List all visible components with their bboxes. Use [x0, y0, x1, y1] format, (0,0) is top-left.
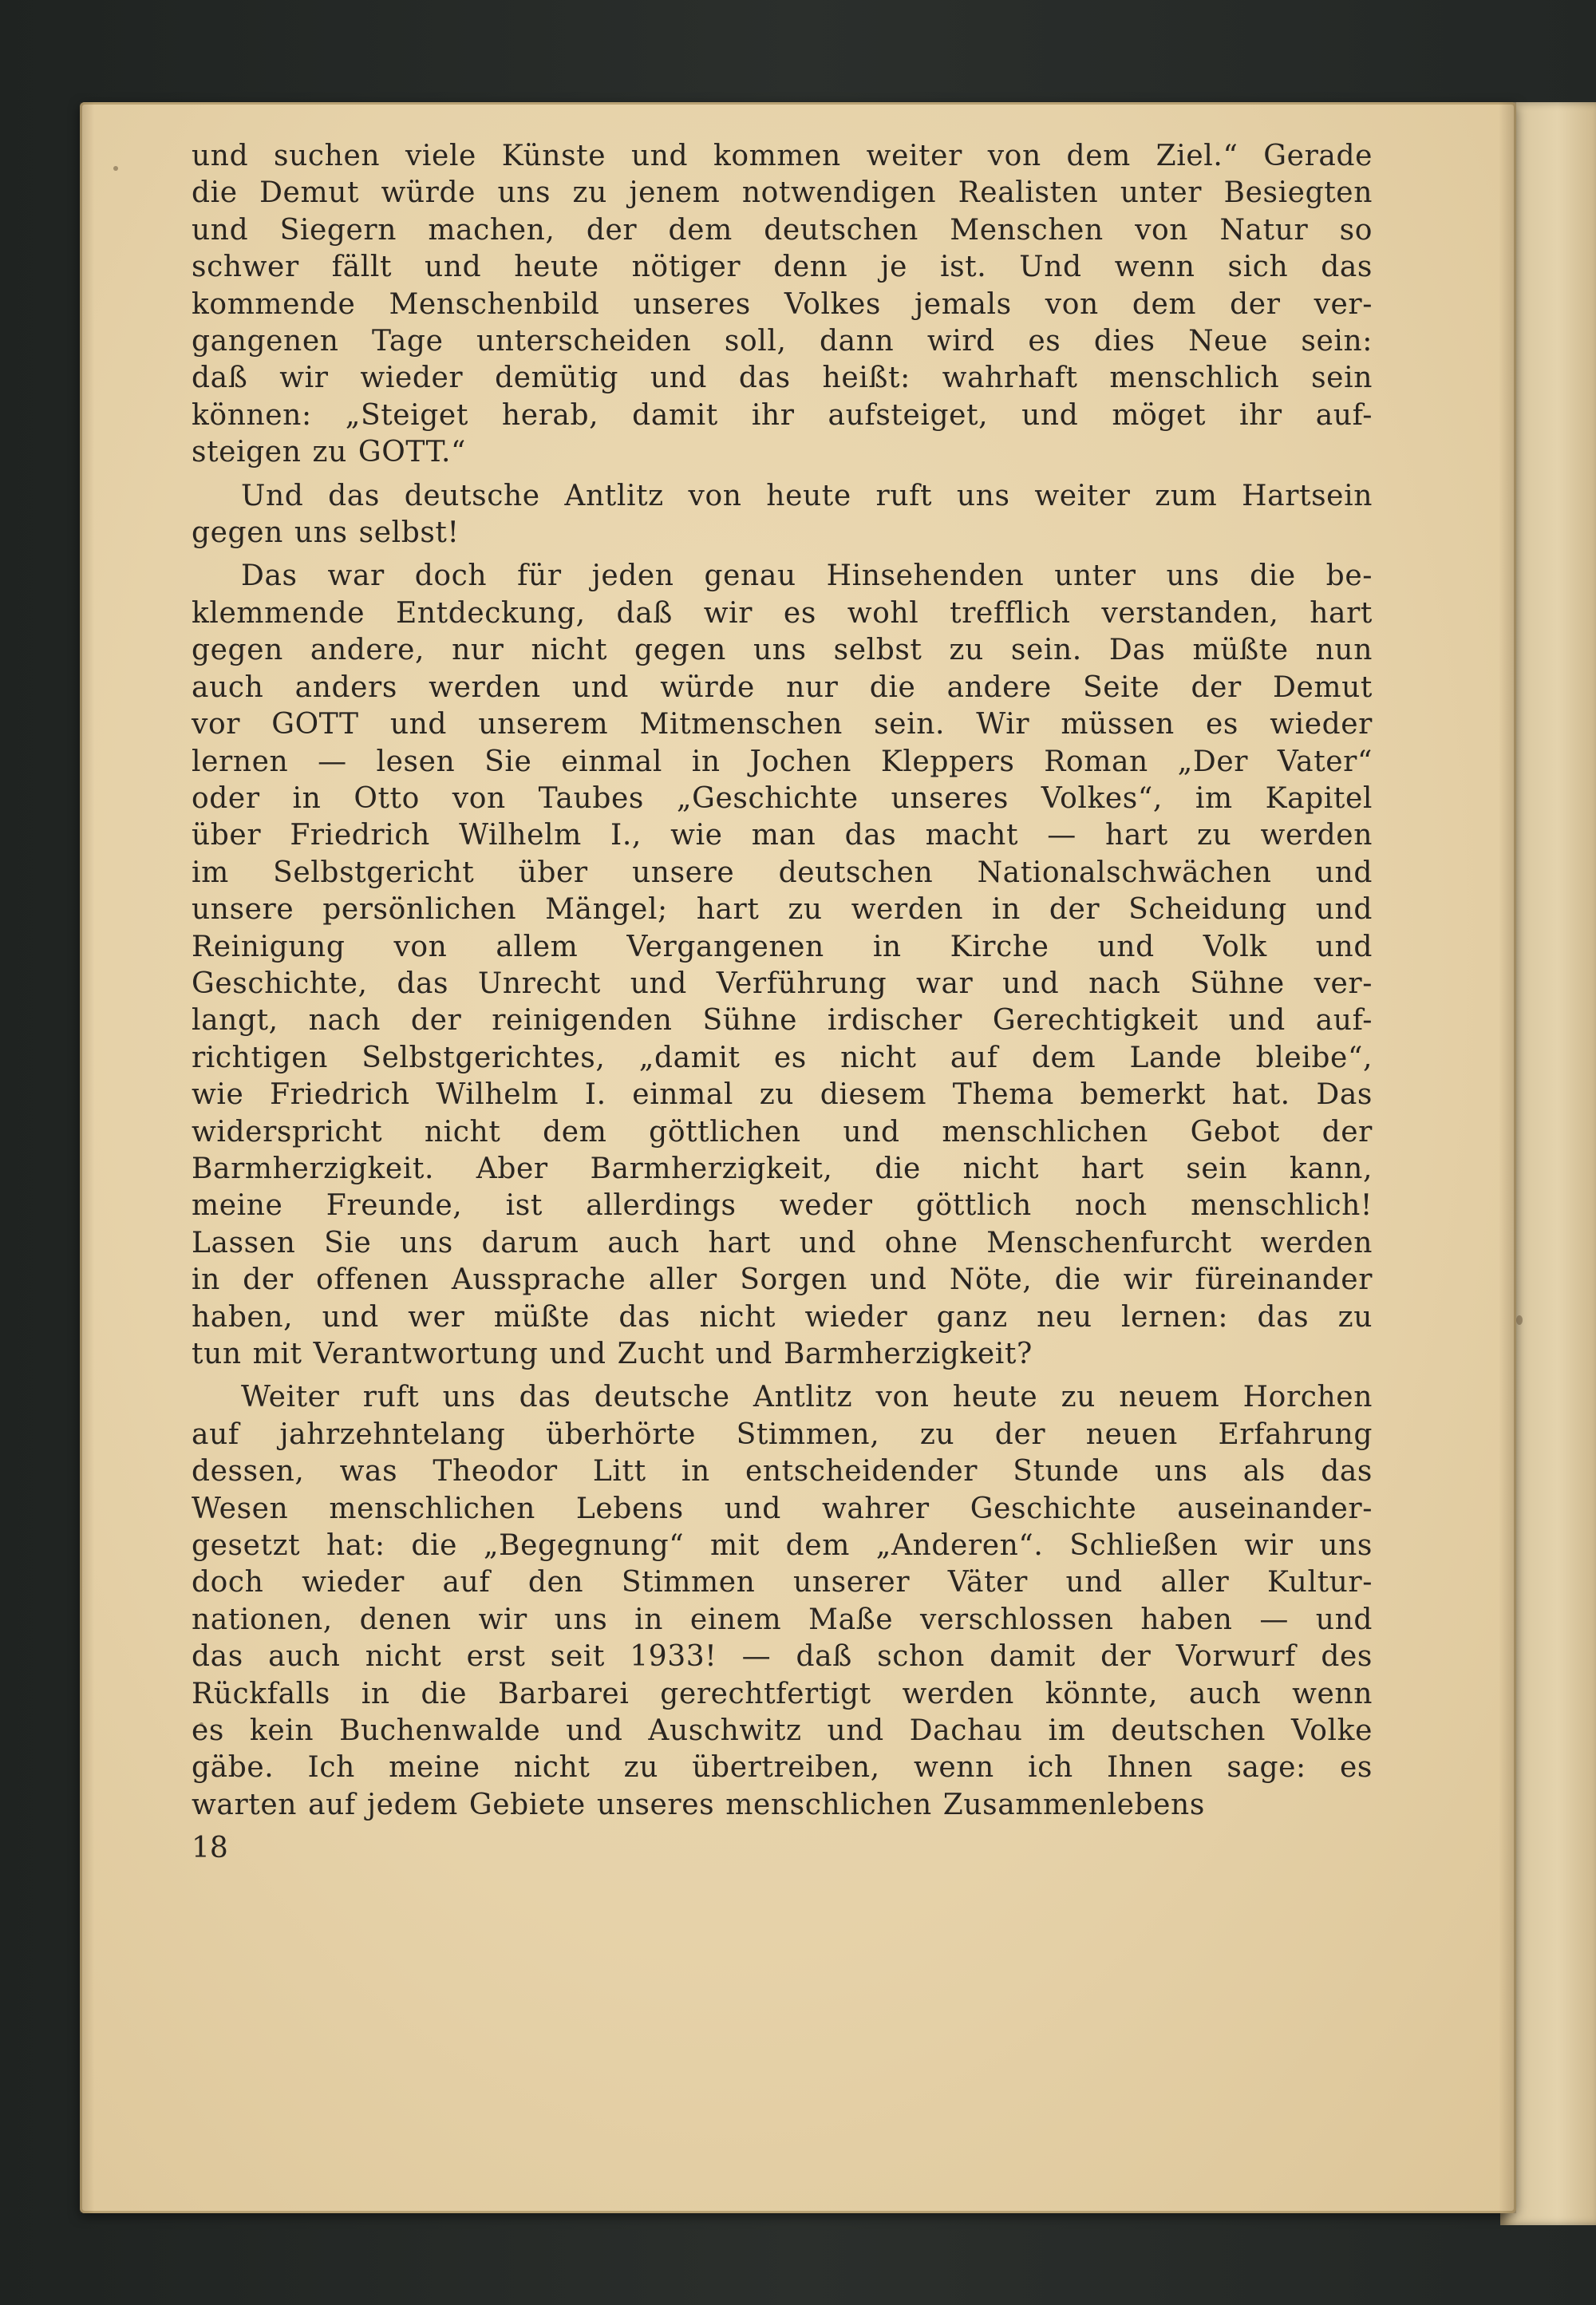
body-text: [192, 138, 1373, 1824]
paragraph-p4: [192, 1379, 1373, 1824]
text-line: vor GOTT und unserem Mitmenschen sein. Wir müssen es wieder: [192, 708, 1373, 741]
text-line: Und das deutsche Antlitz von heute ruft uns weiter zum Hartsein: [241, 479, 1373, 512]
text-line: gäbe. Ich meine nicht zu übertreiben, wenn ich Ihnen sage: es: [192, 1751, 1373, 1785]
text-line: daß wir wieder demütig und das heißt: wahrhaft menschlich sein: [192, 362, 1373, 395]
page-number: 18: [192, 1832, 228, 1864]
text-line: und suchen viele Künste und kommen weiter von dem Ziel.“ Gerade: [192, 140, 1373, 172]
text-line: tun mit Verantwortung und Zucht und Barmherzigkeit?: [192, 1338, 1033, 1370]
text-line: auf jahrzehntelang überhörte Stimmen, zu der neuen Erfahrung: [192, 1417, 1373, 1451]
text-line: Wesen menschlichen Lebens und wahrer Geschichte auseinander-: [192, 1492, 1373, 1525]
text-line: das auch nicht erst seit 1933! — daß schon damit der Vorwurf des: [192, 1640, 1373, 1674]
text-line: unsere persönlichen Mängel; hart zu werden in der Scheidung und: [192, 893, 1373, 927]
text-line: die Demut würde uns zu jenem notwendigen Realisten unter Besiegten: [192, 176, 1373, 210]
text-line: richtigen Selbstgerichtes, „damit es nicht auf dem Lande bleibe“,: [192, 1041, 1373, 1074]
page-spine-shadow: [1499, 102, 1516, 2213]
text-line: oder in Otto von Taubes „Geschichte unseres Volkes“, im Kapitel: [192, 781, 1373, 815]
text-line: Barmherzigkeit. Aber Barmherzigkeit, die nicht hart sein kann,: [192, 1152, 1373, 1185]
text-line: nationen, denen wir uns in einem Maße verschlossen haben — und: [192, 1603, 1373, 1636]
text-line: kommende Menschenbild unseres Volkes jemals von dem der ver-: [192, 287, 1373, 321]
text-line: Rückfalls in die Barbarei gerechtfertigt werden könnte, auch wenn: [192, 1677, 1373, 1710]
text-line: langt, nach der reinigenden Sühne irdischer Gerechtigkeit und auf-: [192, 1004, 1373, 1038]
text-line: über Friedrich Wilhelm I., wie man das macht — hart zu werden: [192, 819, 1373, 852]
text-line: meine Freunde, ist allerdings weder göttlich noch menschlich!: [192, 1189, 1373, 1223]
text-line: widerspricht nicht dem göttlichen und menschlichen Gebot der: [192, 1115, 1373, 1149]
text-line: Geschichte, das Unrecht und Verführung war und nach Sühne ver-: [192, 967, 1373, 1000]
text-line: gesetzt hat: die „Begegnung“ mit dem „Anderen“. Schließen wir uns: [192, 1529, 1373, 1563]
text-line: lernen — lesen Sie einmal in Jochen Kleppers Roman „Der Vater“: [192, 745, 1373, 778]
text-line: Lassen Sie uns darum auch hart und ohne Menschenfurcht werden: [192, 1226, 1373, 1259]
text-line: doch wieder auf den Stimmen unserer Väter und aller Kultur-: [192, 1566, 1373, 1599]
page-left-shadow: [80, 102, 94, 2213]
text-line: klemmende Entdeckung, daß wir es wohl trefflich verstanden, hart: [192, 596, 1373, 630]
text-line: steigen zu GOTT.“: [192, 436, 467, 469]
text-line: schwer fällt und heute nötiger denn je ist. Und wenn sich das: [192, 251, 1373, 284]
text-line: gangenen Tage unterscheiden soll, dann wird es dies Neue sein:: [192, 325, 1373, 358]
text-line: können: „Steiget herab, damit ihr aufsteiget, und möget ihr auf-: [192, 398, 1373, 432]
text-line: Reinigung von allem Vergangenen in Kirche und Volk und: [192, 930, 1373, 963]
text-line: in der offenen Aussprache aller Sorgen und Nöte, die wir füreinander: [192, 1263, 1373, 1297]
text-line: haben, und wer müßte das nicht wieder ganz neu lernen: das zu: [192, 1300, 1373, 1334]
text-line: Weiter ruft uns das deutsche Antlitz von heute zu neuem Horchen: [241, 1381, 1373, 1414]
text-line: warten auf jedem Gebiete unseres menschlichen Zusammenlebens: [192, 1788, 1205, 1821]
paragraph-p2: [192, 478, 1373, 552]
text-line: gegen andere, nur nicht gegen uns selbst zu sein. Das müßte nun: [192, 634, 1373, 667]
paragraph-p3: [192, 558, 1373, 1373]
text-line: dessen, was Theodor Litt in entscheidender Stunde uns als das: [192, 1455, 1373, 1489]
text-line: es kein Buchenwalde und Auschwitz und Dachau im deutschen Volke: [192, 1714, 1373, 1748]
paragraph-p1: [192, 138, 1373, 472]
text-line: gegen uns selbst!: [192, 516, 460, 550]
text-line: auch anders werden und würde nur die andere Seite der Demut: [192, 670, 1373, 704]
text-line: und Siegern machen, der dem deutschen Menschen von Natur so: [192, 213, 1373, 247]
text-line: im Selbstgericht über unsere deutschen Nationalschwächen und: [192, 856, 1373, 889]
text-line: Das war doch für jeden genau Hinsehenden unter uns die be-: [241, 559, 1373, 593]
paper-speck: [1516, 1315, 1523, 1325]
text-line: wie Friedrich Wilhelm I. einmal zu diesem Thema bemerkt hat. Das: [192, 1078, 1373, 1112]
paper-speck: [113, 166, 118, 171]
